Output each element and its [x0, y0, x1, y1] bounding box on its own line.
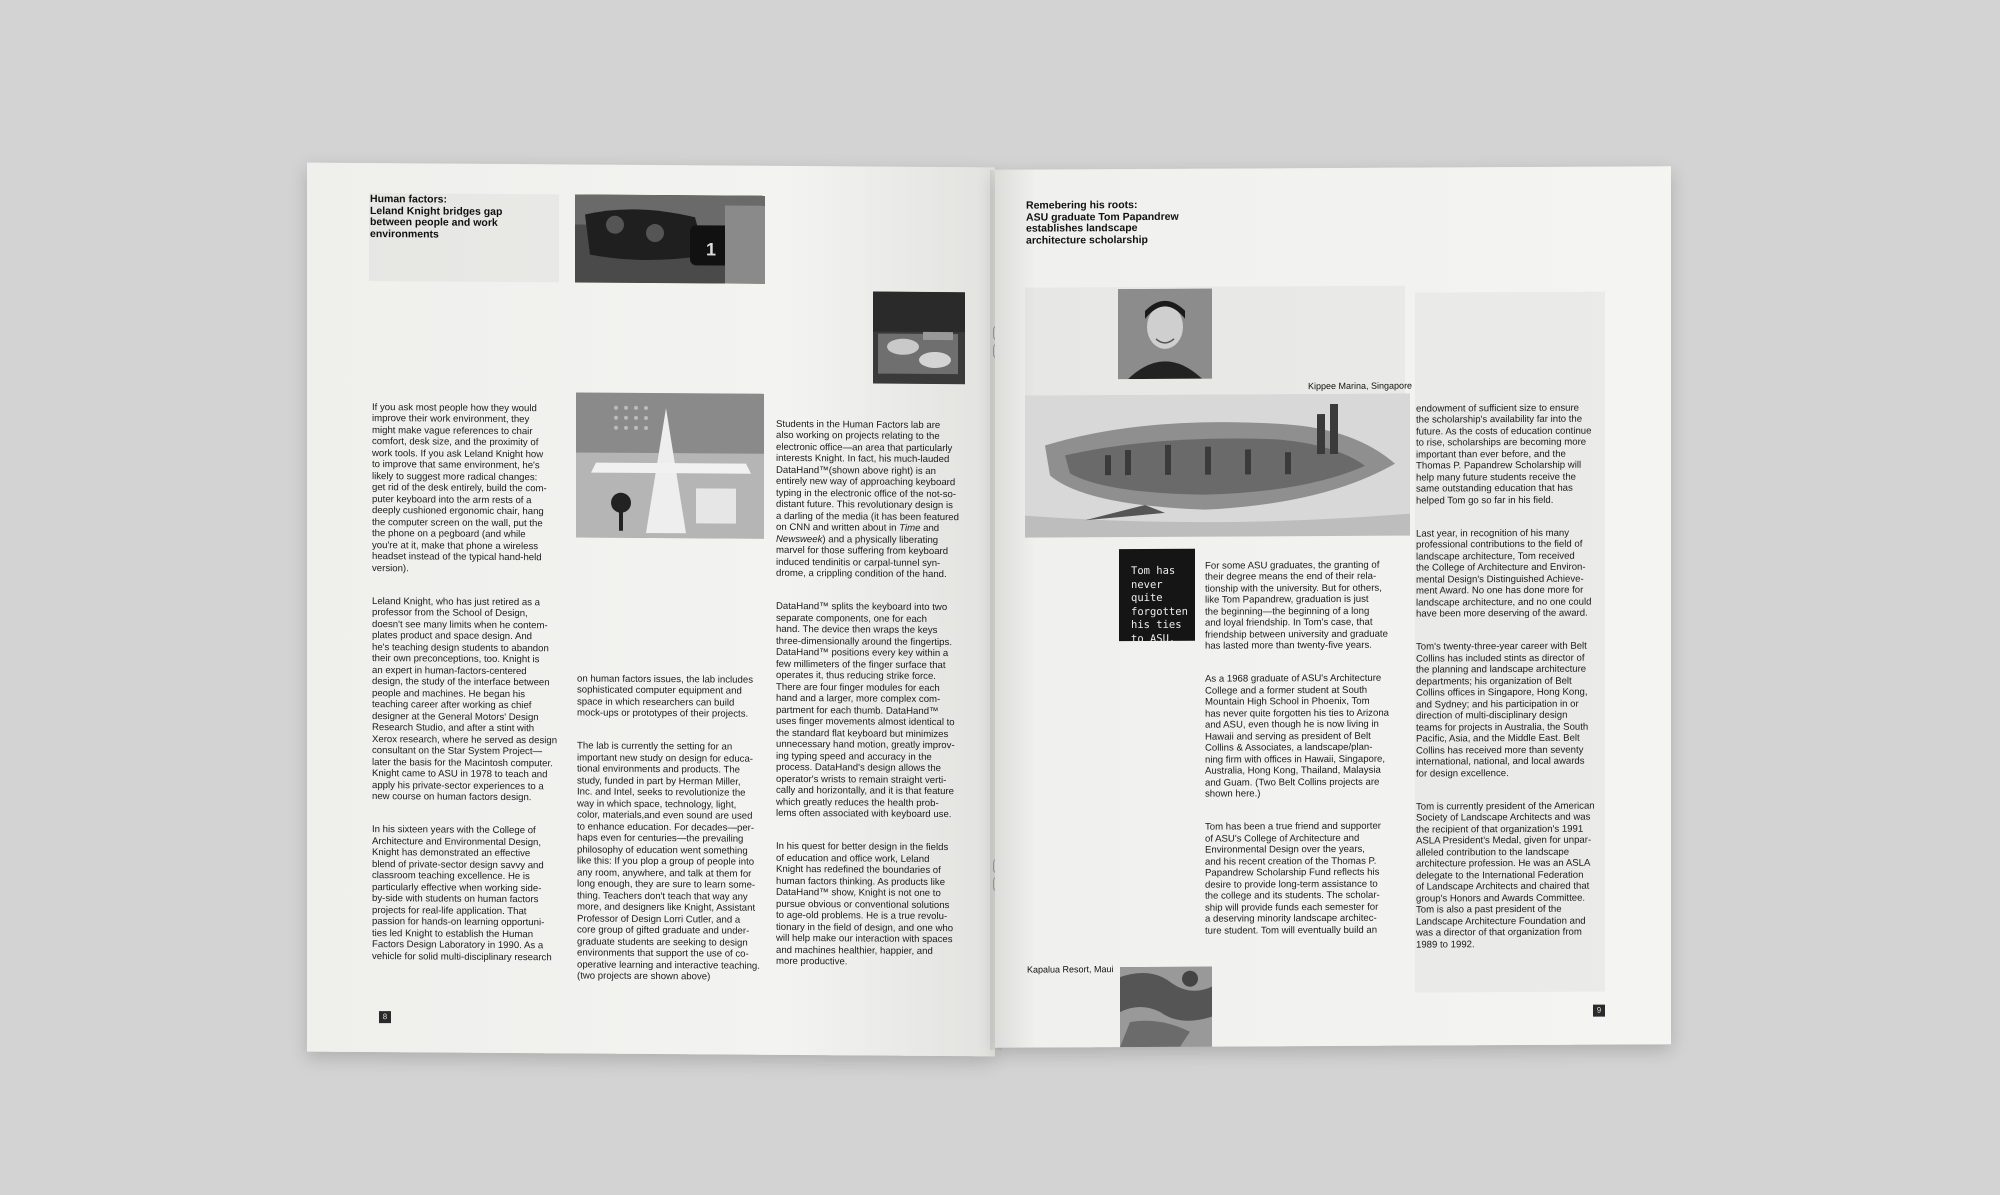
left-column-1 [372, 390, 562, 985]
human-factors-lab-photo [576, 392, 764, 538]
right-col1-para-1: For some ASU graduates, the granting of their degree means the end of their rela- tionship with the university. But for others, like Tom Papandrew, graduation is just the beginning—the beginning of a long and loyal friendship. In Tom's case, that friendship between university and graduate has lasted more than twenty-five years. [1205, 559, 1388, 652]
kippee-marina-aerial-drawing [1025, 394, 1410, 538]
newsweek-magazine: Newsweek [776, 533, 823, 545]
left-col2-para-2: The lab is currently the setting for an important new study on design for educa- tional environments and products. The study, funded in part by Herman Miller, Inc. and Intel, seeks to revolutionize the way in which space, technology, light, color, materials,and even sound are used to enhance education. For decades—per- haps even for centuries—the prevailing philosophy of education went something like this: If you plop a group of people into any room, anywhere, and talk at them for long enough, they are sure to learn some- thing. Teachers don't teach that way any more, and designers like Knight, Assistant Professor of Design Lorri Cutler, and a core group of gifted graduate and under- graduate students are seeking to design environments that support the use of co- operative learning and interactive teaching. (two projects are shown above) [577, 740, 760, 983]
portrait-art [1118, 289, 1212, 379]
col3-text-a: Students in the Human Factors lab are also working on projects relating to the electronic office—an area that particularly interests Knight. In fact, his much-lauded DataHand™(shown above right) is an entirely new way of approaching keyboard typing in the electronic office of the not-so- distant future. This revolutionary design is a darling of the media (it has been featured on CNN and written about in [776, 418, 959, 534]
left-column-3 [776, 407, 971, 990]
left-col1-para-2: Leland Knight, who has just retired as a professor from the School of Design, doesn't see many limits when he contem- plates product and space design. And he's teaching design students to abandon their own preconceptions, too. Knight is an expert in human-factors-centered design, the study of the interface between people and machines. He began his teaching career after working as chief designer at the General Motors' Design Research Studio, and after a stint with Xerox research, where he served as design consultant on the Star System Project— later the basis for the Macintosh computer. Knight came to ASU in 1978 to teach and apply his private-sector experiences to a new course on human factors design. [372, 595, 558, 804]
caption-kapalua-resort: Kapalua Resort, Maui [1027, 964, 1114, 975]
left-col3-para-2: DataHand™ splits the keyboard into two separate components, one for each hand. The device then wraps the keys three-dimensionally around the fingertips. DataHand™ positions every key within a few millimeters of the finger surface that operates it, thus reducing strike force. There are four finger modules for each hand and a larger, more complex com- partment for each thumb. DataHand™ uses finger movements almost identical to the standard flat keyboard but minimizes unnecessary hand motion, greatly improv- ing typing speed and accuracy in the process. DataHand's design allows the operator's wrists to remain straight verti- cally and horizontally, and it is that feature which greatly reduces the health prob- lems often associated with keyboard use. [776, 600, 955, 821]
caption-kippee-marina: Kippee Marina, Singapore [1308, 380, 1413, 392]
left-col1-para-3: In his sixteen years with the College of Architecture and Environmental Design, Knight has demonstrated an effective blend of private-sector design savvy and classroom teaching excellence. He is particularly effective when working side- by-side with students on human factors projects for real-life application. That passion for hands-on learning opportuni- ties led Knight to establish the Human Factors Design Laboratory in 1990. As a vehicle for solid multi-disciplinary research [372, 824, 552, 963]
svg-text:1: 1 [706, 239, 717, 260]
left-col2-para-1: on human factors issues, the lab includes sophisticated computer equipment and space in which researchers can build mock-ups or prototypes of their projects. [577, 672, 753, 720]
right-column-1 [1205, 548, 1410, 959]
right-page [995, 166, 1671, 1048]
right-column-2 [1416, 391, 1616, 973]
right-col1-para-2: As a 1968 graduate of ASU's Architecture College and a former student at South Mountain High School in Phoenix, Tom has never quite forgotten his ties to Arizona and ASU, even though he is now living in Hawaii and serving as president of Belt Collins & Associates, a landscape/plan- ning firm with offices in Hawaii, Singapore, Australia, Hong Kong, Thailand, Malaysia and Guam. (Two Belt Collins projects are shown here.) [1205, 672, 1389, 800]
left-col3-para-3: In his quest for better design in the fields of education and office work, Leland Knight has redefined the boundaries of human factors thinking. As products like DataHand™ show, Knight is not one to pursue obvious or conventional solutions to age-old problems. He is a true revolu- tionary in the field of design, and one who will help make our interaction with spaces and machines healthier, happier, and more productive. [776, 840, 954, 968]
headline-shade [369, 193, 559, 282]
marina-art [1025, 394, 1410, 538]
left-page [307, 163, 995, 1057]
right-headline: Remebering his roots: ASU graduate Tom Papandrew establishes landscape architecture scholarship [1026, 199, 1179, 247]
right-col2-para-1: endowment of sufficient size to ensure the scholarship's availability far into the future. As the costs of education continue to rise, scholarships are becoming more important than ever before, and the Thomas P. Papandrew Scholarship will help many future students receive the same outstanding education that has helped Tom go so far in his field. [1416, 402, 1592, 507]
left-headline: Human factors: Leland Knight bridges gap between people and work environments [370, 193, 503, 241]
page-number-right: 9 [1593, 1005, 1605, 1017]
resort-art [1120, 967, 1212, 1047]
lab-photo-art [576, 392, 764, 538]
time-magazine: Time [899, 522, 921, 534]
right-col2-para-3: Tom's twenty-three-year career with Belt Collins has included stints as director of the planning and landscape architecture departments; his organization of Belt Collins offices in Singapore, Hong Kong, and Sydney; and his participation in or direction of multi-disciplinary design teams for projects in Australia, the South Pacific, Asia, and the Middle East. Belt Collins has received more than seventy international, national, and local awards for design excellence. [1416, 640, 1589, 780]
col3-text-b: ) and a physically liberating marvel for those suffering from keyboard induced tendinitis or carpal-tunnel syn- drome, a crippling condition of the hand. [776, 533, 949, 581]
pullquote-box: Tom has never quite forgotten his ties to ASU. [1119, 549, 1195, 641]
datahand-keyboard-photo [873, 292, 965, 385]
left-col3-para-1 [776, 418, 971, 580]
right-col2-para-2: Last year, in recognition of his many professional contributions to the field of landscape architecture, Tom received the College of Architecture and Environ- mental Design's Distinguished Achieve- ment Award. No one has done more for landscape architecture, and no one could have been more deserving of the award. [1416, 527, 1592, 620]
left-column-2 [577, 661, 767, 1004]
right-col1-para-3: Tom has been a true friend and supporter of ASU's College of Architecture and Environmental Design over the years, and his recent creation of the Thomas P. Papandrew Scholarship Fund reflects his desire to provide long-term assistance to the college and its students. The scholar- ship will provide funds each semester for a deserving minority landscape architec- ture student. Tom will eventually build an [1205, 820, 1381, 937]
ergonomic-chair-photo [575, 194, 765, 283]
tom-papandrew-portrait [1118, 289, 1212, 379]
left-col1-para-1: If you ask most people how they would improve their work environment, they might make vague references to chair comfort, desk size, and the proximity of work tools. If you ask Leland Knight how to improve that same environment, he's likely to suggest more radical changes: get rid of the desk entirely, build the com- puter keyboard into the arm rests of a deeply cushioned ergonomic chair, hang the computer screen on the wall, put the the phone on a pegboard (and while you're at it, make that phone a wireless headset instead of the typical hand-held version). [372, 401, 547, 574]
page-number-left: 8 [379, 1011, 391, 1023]
kapalua-resort-photo [1120, 967, 1212, 1047]
hands-photo-art [873, 292, 965, 385]
col3-and: and [920, 522, 940, 535]
chair-photo-art [575, 194, 765, 283]
right-col2-para-4: Tom is currently president of the American Society of Landscape Architects and was the recipient of that organization's 1991 ASLA President's Medal, given for unpar- alleled contribution to the landscape architecture profession. He was an ASLA delegate to the International Federation of Landscape Architects and chaired that group's Honors and Awards Committee. Tom is also a past president of the Landscape Architecture Foundation and was a director of that organization from 1989 to 1992. [1416, 800, 1595, 951]
